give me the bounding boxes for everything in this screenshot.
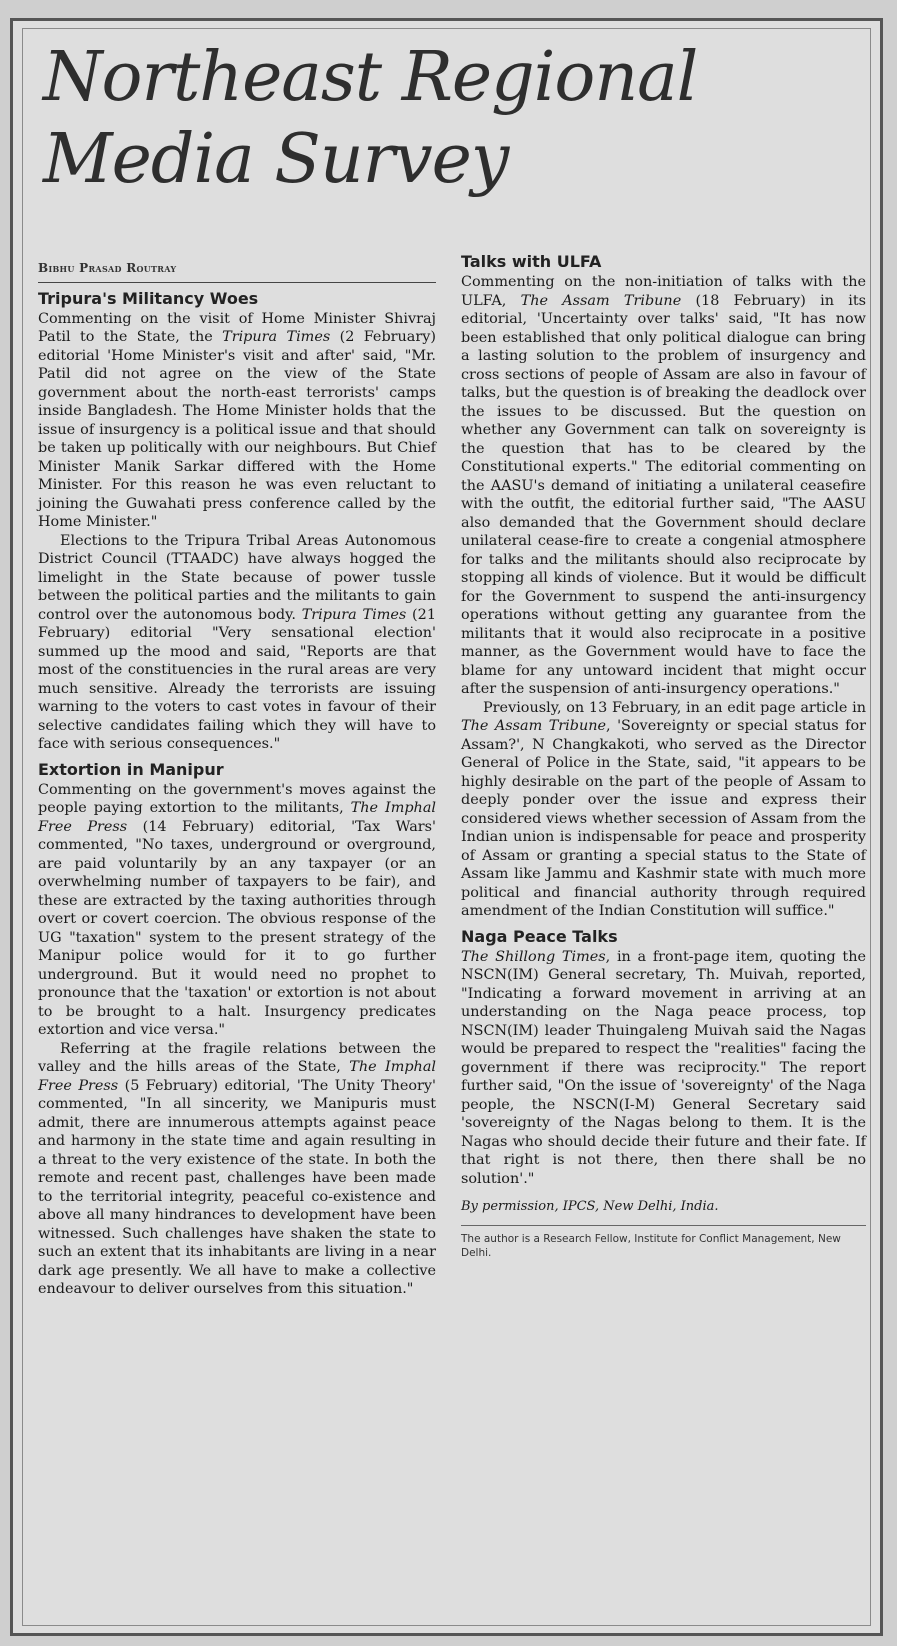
section-heading-tripura: Tripura's Militancy Woes <box>38 288 259 308</box>
section-heading-naga: Naga Peace Talks <box>461 926 618 946</box>
paragraph-ulfa-1: Commenting on the non-initiation of talks with the ULFA, The Assam Tribune (18 February) in its editorial, 'Uncertainty over talks' said, "It has now been established that only political dialogue can bring a lasting solution to the problem of insurgency and cross sections of people of Assam are also in favour of talks, but the question is of breaking the deadlock over the issues to be discussed. But the question on whether any Government can talk on sovereignty is the question that has to be cleared by the Constitutional experts." The editorial commenting on the AASU's demand of initiating a unilateral ceasefire with the outfit, the editorial further said, "The AASU also demanded that the Government should declare unilateral cease-fire to create a congenial atmosphere for talks and the militants should also reciprocate by stopping all kinds of violence. But it would be difficult for the Government to suspend the anti-insurgency operations without getting any guarantee from the militants that it would also reciprocate in a positive manner, as the Government would have to face the blame for any untoward incident that might occur after the suspension of anti-insurgency operations." <box>461 274 867 697</box>
title-line-1: Northeast Regional <box>43 38 698 117</box>
section-heading-ulfa: Talks with ULFA <box>461 252 602 271</box>
paragraph-manipur-2: Referring at the fragile relations between the valley and the hills areas of the State, The Imphal Free Press (5 February) editorial, 'The Unity Theory' commented, "In all sincerity, we Manipuris must admit, there are innumerous attempts against peace and harmony in the state time and again resulting in a threat to the very existence of the state. In both the remote and recent past, challenges have been made to the territorial integrity, peaceful co-existence and above all many hindrances to development have been witnessed. Such challenges have shaken the state to such an extent that its inhabitants are living in a near dark age presently. We all have to make a collective endeavour to deliver ourselves from this situation." <box>38 1040 437 1297</box>
section-heading-manipur: Extortion in Manipur <box>38 759 224 779</box>
paragraph-tripura-2: Elections to the Tripura Tribal Areas Autonomous District Council (TTAADC) have always hogged the limelight in the State because of power tussle between the political parties and the militants to gain control over the autonomous body. Tripura Times (21 February) editorial "Very sensational election' summed up the mood and said, "Reports are that most of the constituencies in the rural areas are very much sensitive. Already the terrorists are issuing warning to the voters to cast votes in favour of their selective candidates failing which they will have to face with serious consequences." <box>38 532 436 752</box>
paragraph-manipur-1: Commenting on the government's moves against the people paying extortion to the militants, The Imphal Free Press (14 February) editorial, 'Tax Wars' commented, "No taxes, underground or overground, are paid voluntarily by an any taxpayer (or an overwhelming number of taxpayers to be fair), and these are extracted by the taxing authorities through overt or covert coercion. The obvious response of the UG "taxation" system to the present strategy of the Manipur police would for it to go further underground. But it would need no prophet to pronounce that the 'taxation' or extortion is not about to be brought to a halt. Insurgency predicates extortion and vice versa." <box>38 781 436 1038</box>
article-title <box>43 37 697 201</box>
paragraph-tripura-1: Commenting on the visit of Home Minister Shivraj Patil to the State, the Tripura Times (2 February) editorial 'Home Minister's visit and after' said, "Mr. Patil did not agree on the view of the State government about the north-east terrorists' camps inside Bangladesh. The Home Minister holds that the issue of insurgency is a political issue and that should be taken up politically with our neighbours. But Chief Minister Manik Sarkar differed with the Home Minister. For this reason he was even reluctant to joining the Guwahati press conference called by the Home Minister." <box>38 310 437 530</box>
article-page <box>10 18 883 1636</box>
permission-credit: By permission, IPCS, New Delhi, India. <box>461 1198 866 1226</box>
author-note: The author is a Research Fellow, Institute for Conflict Management, New Delhi. <box>461 1232 841 1259</box>
left-column <box>38 259 436 1299</box>
right-column <box>461 252 866 1260</box>
byline: Bibhu Prasad Routray <box>38 259 436 283</box>
title-line-2: Media Survey <box>43 120 509 199</box>
paragraph-ulfa-2: Previously, on 13 February, in an edit page article in The Assam Tribune, 'Sovereignty or special status for Assam?', N Changkakoti, who served as the Director General of Police in the State, said, "it appears to be highly desirable on the part of the people of Assam to deeply ponder over the issue and express their considered views whether secession of Assam from the Indian union is indispensable for peace and prosperity of Assam or granting a special status to the State of Assam like Jammu and Kashmir state with much more political and financial authority through required amendment of the Indian Constitution will suffice." <box>461 699 867 919</box>
paragraph-naga-1: The Shillong Times, in a front-page item, quoting the NSCN(IM) General secretary, Th. Muivah, reported, "Indicating a forward movement in arriving at an understanding on the Naga peace process, top NSCN(IM) leader Thuingaleng Muivah said the Nagas would be prepared to respect the "realities" facing the government if there was reciprocity." The report further said, "On the issue of 'sovereignty' of the Naga people, the NSCN(I-M) General Secretary said 'sovereignty of the Nagas belong to them. It is the Nagas who should decide their future and their fate. If that right is not there, then there shall be no solution'." <box>461 948 866 1187</box>
